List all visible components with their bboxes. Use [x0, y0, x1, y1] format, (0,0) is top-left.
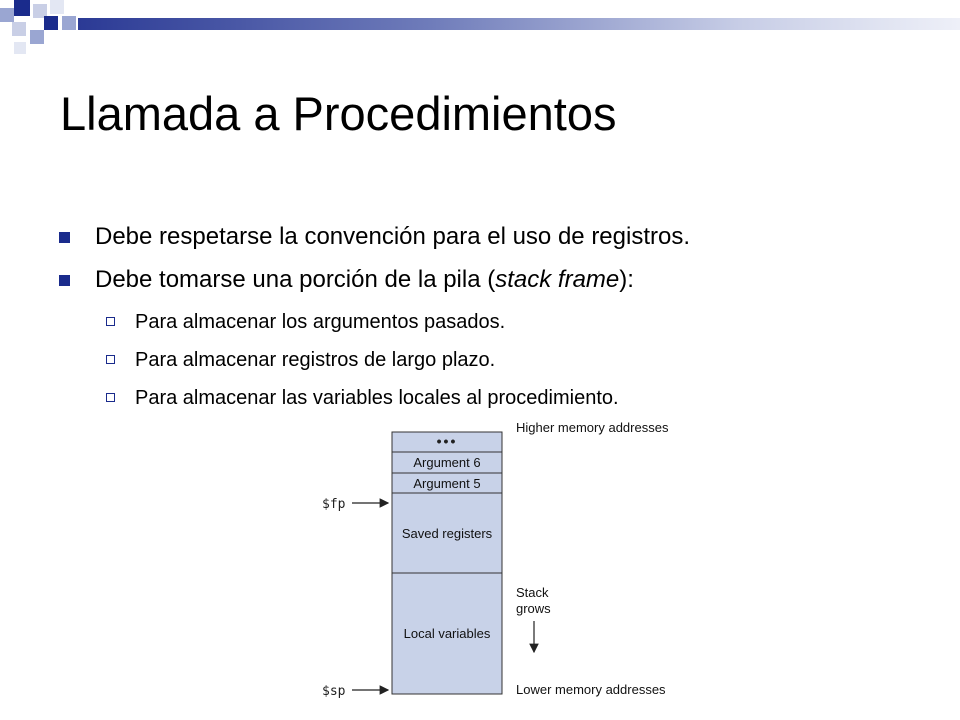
slide-title: Llamada a Procedimientos [60, 87, 617, 140]
cell-label: Saved registers [401, 526, 493, 541]
sub-bullet-text: Para almacenar registros de largo plazo. [135, 349, 496, 371]
bullet-text-part: Debe tomarse una porción de la pila ( [95, 266, 496, 293]
cell-label: Argument 6 [413, 455, 481, 470]
cell-label: Argument 5 [413, 476, 481, 491]
sp-pointer-label: $sp [322, 684, 346, 699]
stack-grows-label-2: grows [516, 601, 551, 616]
bullet-text-italic: stack frame [495, 266, 620, 293]
lower-addresses-label: Lower memory addresses [516, 682, 666, 697]
stack-grows-label-1: Stack [516, 585, 549, 600]
sub-bullet-text: Para almacenar los argumentos pasados. [135, 311, 506, 333]
cell-label: Local variables [403, 626, 491, 641]
ellipsis-cell: ••• [436, 433, 458, 449]
bullet-text: Debe respetarse la convención para el uso de registros. [95, 223, 691, 250]
bullet-text-part: ): [619, 266, 634, 293]
stack-column [392, 432, 502, 694]
higher-addresses-label: Higher memory addresses [516, 420, 669, 435]
sub-bullet-text: Para almacenar las variables locales al procedimiento. [135, 387, 619, 409]
fp-pointer-label: $fp [322, 497, 346, 512]
